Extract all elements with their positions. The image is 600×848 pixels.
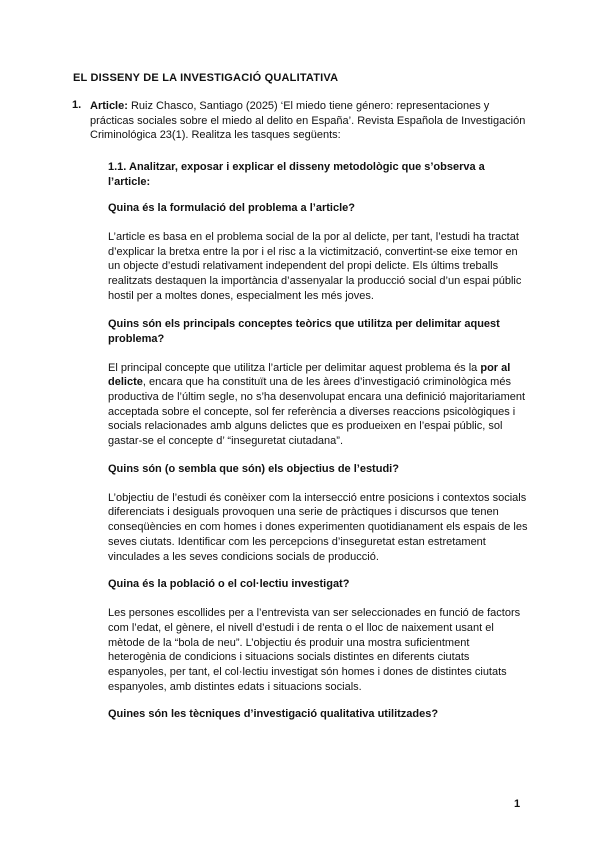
question-5: Quines són les tècniques d’investigació qualitativa utilitzades? [108, 708, 439, 721]
answer-2-key-concept: por al delicte [108, 361, 511, 389]
document-body [108, 160, 530, 736]
document-title: EL DISSENY DE LA INVESTIGACIÓ QUALITATIVA [73, 72, 339, 84]
article-reference [90, 99, 530, 143]
question-3: Quins són (o sembla que són) els objectius de l’estudi? [108, 462, 399, 475]
answer-4: Les persones escollides per a l’entrevista van ser seleccionades en funció de factors com l’edat, el gènere, el nivell d’estudi i de renta o el lloc de naixement usant el mètode de la “bola de neu”. L’objectiu és produir una mostra suficientment heterogènia de condicions i situacions socials distintes en diferents ciutats espanyoles, per tant, el col·lectiu investigat són homes i dones de distintes ciutats espanyoles, amb distintes edats i situacions socials. [108, 607, 521, 693]
question-1: Quina és la formulació del problema a l’article? [108, 202, 355, 214]
list-item-article [72, 99, 530, 143]
subheading: 1.1. Analitzar, exposar i explicar el disseny metodològic que s’observa a l’article: [108, 161, 485, 188]
article-label: Article: [90, 100, 128, 112]
answer-2 [108, 361, 530, 449]
page-number: 1 [514, 798, 521, 810]
answer-2-part-2: , encara que ha constituït una de les àrees d’investigació criminològica més productiva de l’últim segle, no s’ha desenvolupat encara una definició majoritariament acceptada sobre el concepte, sol fer referència a diverses reaccions psicològiques i socials relacionades amb alguns delictes que es produeixen en l’espai públic, sol gastar-se el concepte d’ “inseguretat ciutadana”. [108, 376, 526, 448]
answer-3: L’objectiu de l’estudi és conèixer com la intersecció entre posicions i contextos socials diferenciats i desiguals provoquen una serie de pràctiques i discursos que tenen conseqüències en com homes i dones experimenten quotidianament els espais de les seves ciutats. Identificar com les percepcions d’inseguretat estan estretament vinculades a les seves condicions socials de producció. [108, 491, 528, 563]
question-2: Quins són els principals conceptes teòrics que utilitza per delimitar aquest problema? [108, 317, 500, 345]
article-citation: Ruiz Chasco, Santiago (2025) ‘El miedo tiene género: representaciones y prácticas sociales sobre el miedo al delito en España’. Revista Española de Investigación Criminológica 23(1). Realitza les tasques següents: [90, 100, 526, 142]
answer-1: L’article es basa en el problema social de la por al delicte, per tant, l’estudi ha tractat d’explicar la bretxa entre la por i el risc a la victimització, convertint-se eixe temor en un objecte d’estudi relativament independent del propi delicte. Els últims treballs realitzats destaquen la importància d’assenyalar la producció social d’un espai públic hostil per a moltes dones, especialment les més joves. [108, 231, 522, 302]
question-4: Quina és la població o el col·lectiu investigat? [108, 578, 350, 591]
list-item-number: 1. [72, 99, 82, 111]
answer-2-part-1: El principal concepte que utilitza l’article per delimitar aquest problema és la [108, 361, 481, 374]
